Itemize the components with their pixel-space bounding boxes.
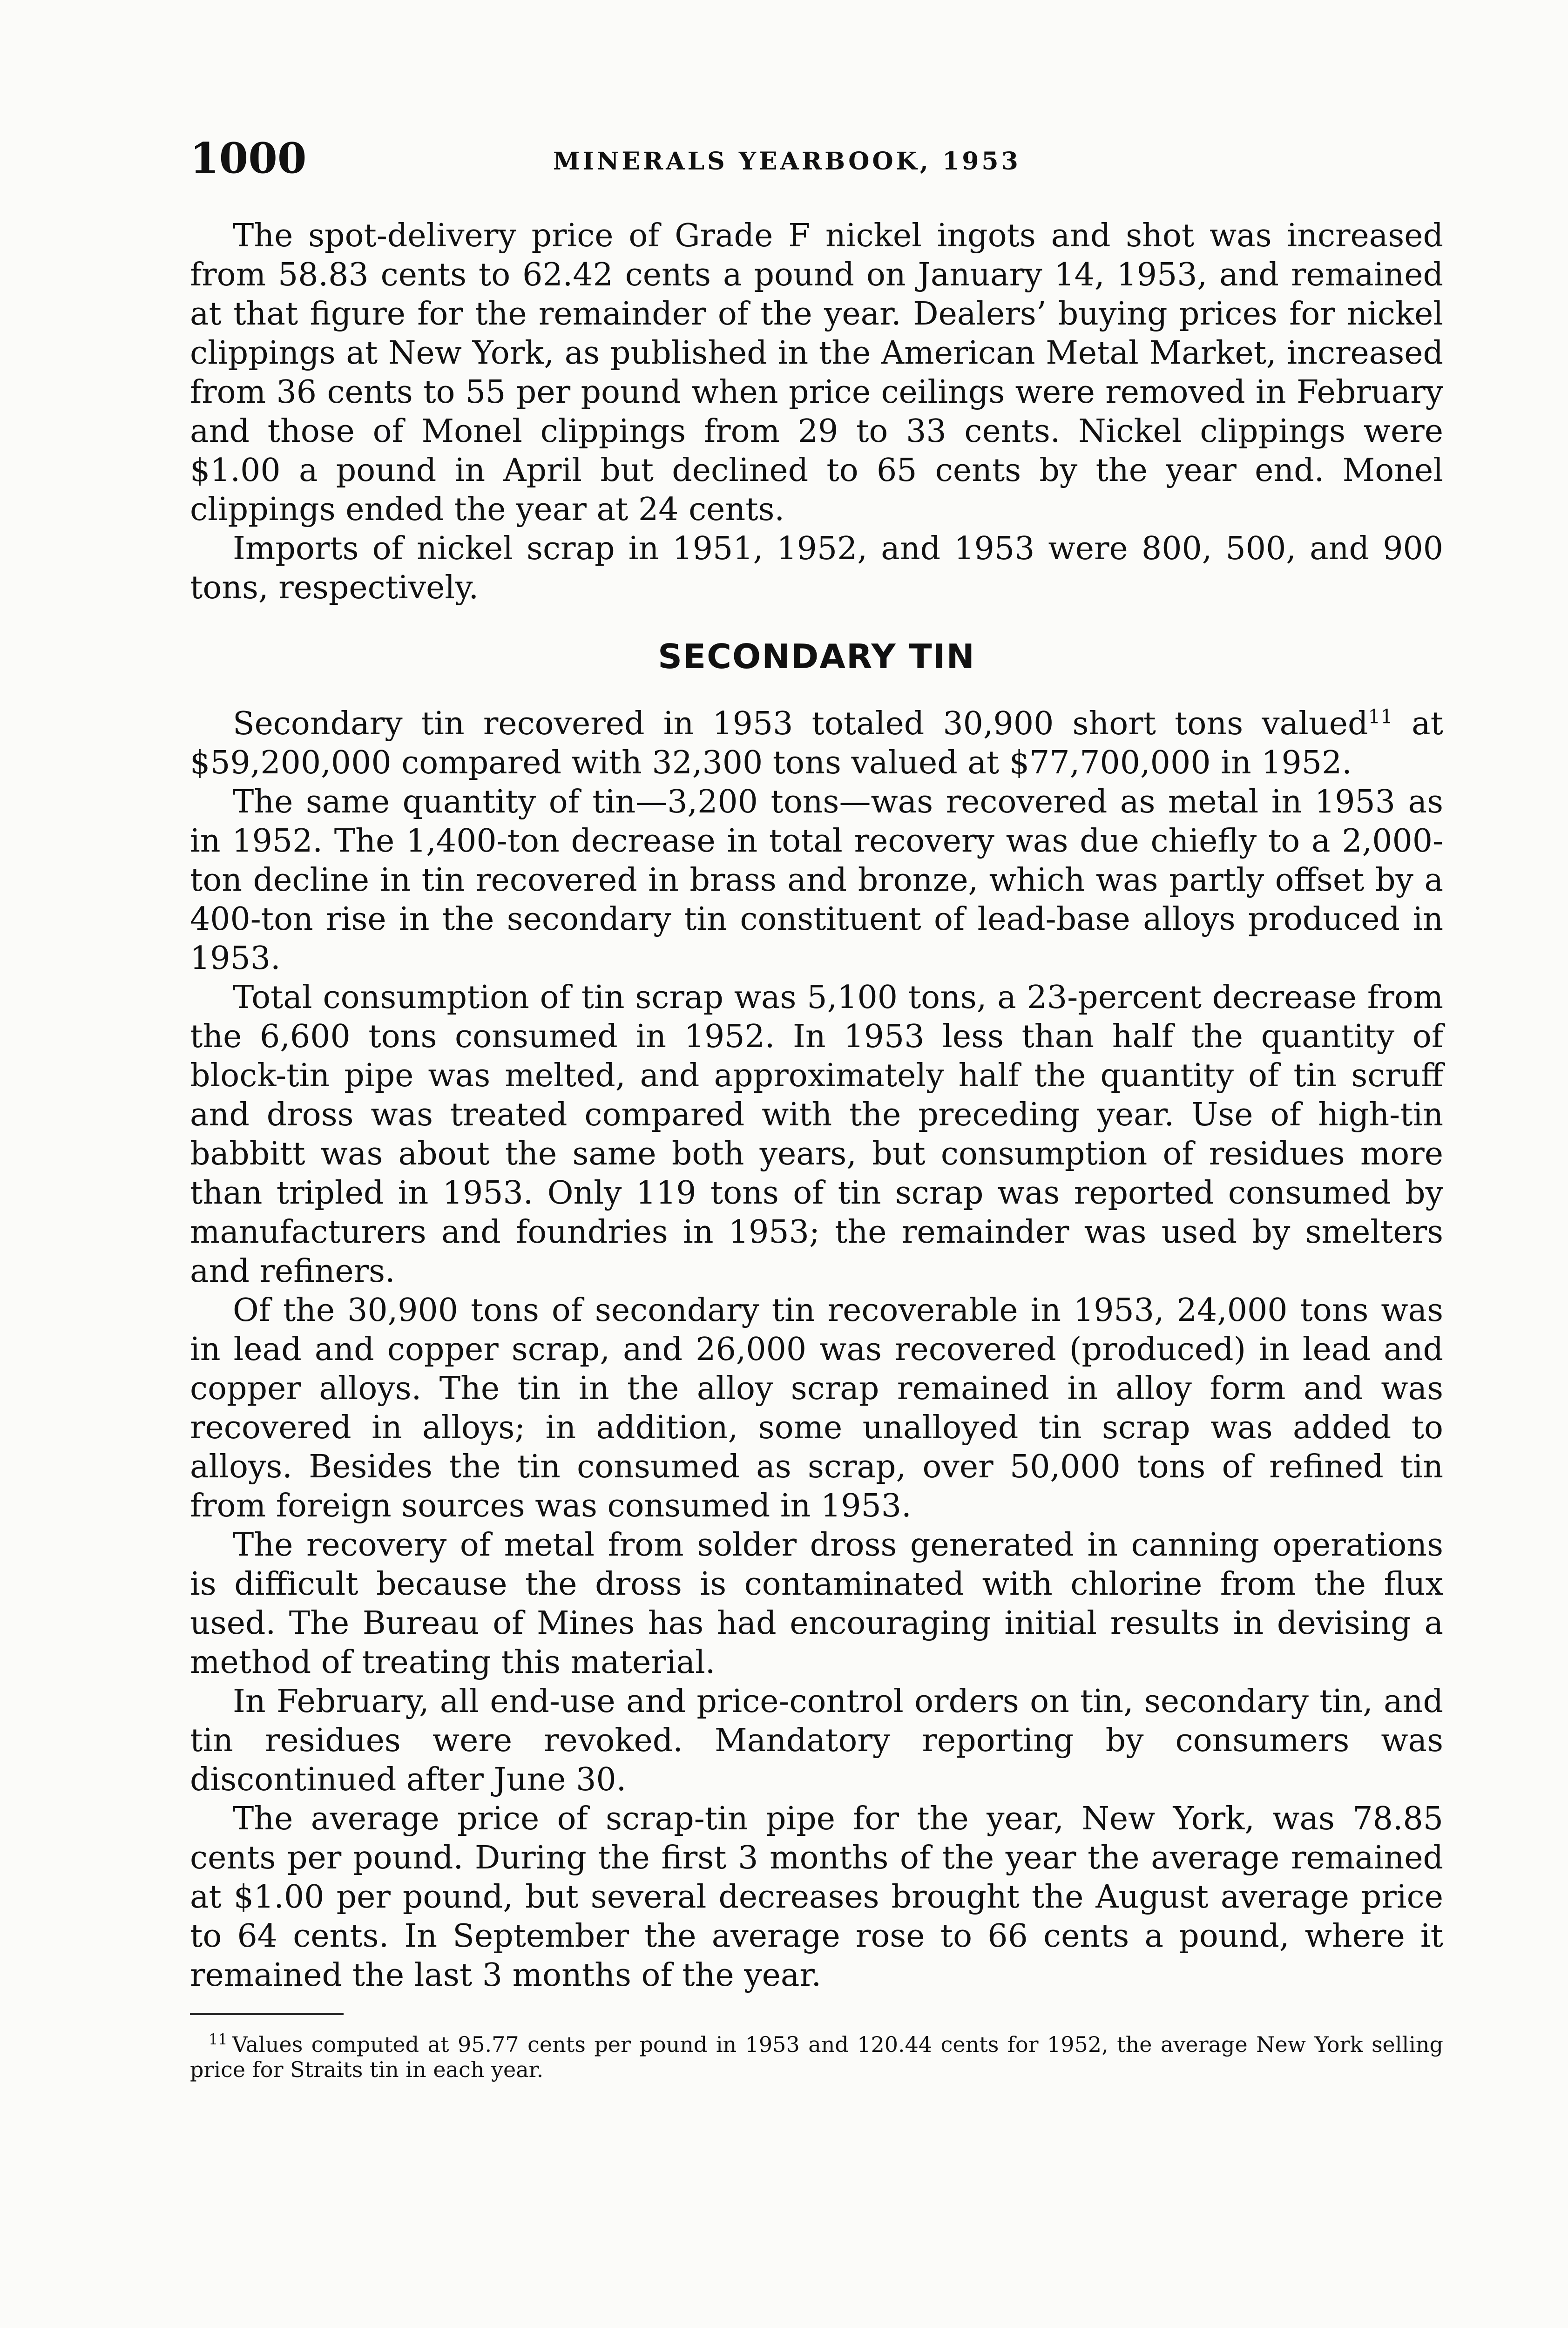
paragraph-secondary-tin-recovered	[190, 704, 1443, 783]
paragraph-tin-as-metal: The same quantity of tin—3,200 tons—was recovered as metal in 1953 as in 1952. The 1,400-ton decrease in total recovery was due chiefly to a 2,000-ton decline in tin recovered in brass and bronze, which was partly offset by a 400-ton rise in the secondary tin constituent of lead-base alloys produced in 1953.	[190, 784, 1443, 977]
section-heading-secondary-tin: SECONDARY TIN	[658, 637, 975, 676]
footnote-reference: 11	[1368, 705, 1393, 728]
footnote-text: Values computed at 95.77 cents per pound in 1953 and 120.44 cents for 1952, the average New York selling price for Straits tin in each year.	[190, 2032, 1443, 2082]
paragraph-tin-recoverable: Of the 30,900 tons of secondary tin recoverable in 1953, 24,000 tons was in lead and copper scrap, and 26,000 was recovered (produced) in lead and copper alloys. The tin in the alloy scrap remained in alloy form and was recovered in alloys; in addition, some unalloyed tin scrap was added to alloys. Besides the tin consumed as scrap, over 50,000 tons of refined tin from foreign sources was consumed in 1953.	[190, 1292, 1443, 1524]
paragraph-scrap-tin-price: The average price of scrap-tin pipe for the year, New York, was 78.85 cents per pound. During the first 3 months of the year the average remained at $1.00 per pound, but several decreases brought the August average price to 64 cents. In September the average rose to 66 cents a pound, where it remained the last 3 months of the year.	[190, 1800, 1443, 1994]
running-head: MINERALS YEARBOOK, 1953	[553, 147, 1021, 176]
paragraph-tin-scrap-consumption: Total consumption of tin scrap was 5,100 tons, a 23-percent decrease from the 6,600 tons consumed in 1952. In 1953 less than half the quantity of block-tin pipe was melted, and approximately half the quantity of tin scruff and dross was treated compared with the preceding year. Use of high-tin babbitt was about the same both years, but consumption of residues more than tripled in 1953. Only 119 tons of tin scrap was reported consumed by manufacturers and foundries in 1953; the remainder was used by smelters and refiners.	[190, 979, 1443, 1290]
page-header	[190, 135, 1443, 186]
paragraph-text-part1: Secondary tin recovered in 1953 totaled 30,900 short tons valued	[233, 705, 1368, 742]
body-text	[190, 217, 1443, 2082]
footnote-divider	[190, 2013, 344, 2015]
paragraph-orders-revoked: In February, all end-use and price-control orders on tin, secondary tin, and tin residues were revoked. Mandatory reporting by consumers was discontinued after June 30.	[190, 1683, 1443, 1798]
paragraph-nickel-imports: Imports of nickel scrap in 1951, 1952, and 1953 were 800, 500, and 900 tons, respectively.	[190, 530, 1443, 606]
paragraph-text-part2: at $59,200,000 compared with 32,300 tons valued at $77,700,000 in 1952.	[190, 705, 1444, 781]
paragraph-nickel-prices: The spot-delivery price of Grade F nickel ingots and shot was increased from 58.83 cents to 62.42 cents a pound on January 14, 1953, and remained at that figure for the remainder of the year. Dealers’ buying prices for nickel clippings at New York, as published in the American Metal Market, increased from 36 cents to 55 per pound when price ceilings were removed in February and those of Monel clippings from 29 to 33 cents. Nickel clippings were $1.00 a pound in April but declined to 65 cents by the year end. Monel clippings ended the year at 24 cents.	[190, 217, 1443, 528]
footnote	[190, 2032, 1443, 2082]
paragraph-solder-dross: The recovery of metal from solder dross generated in canning operations is difficult because the dross is contaminated with chlorine from the flux used. The Bureau of Mines has had encouraging initial results in devising a method of treating this material.	[190, 1527, 1443, 1681]
page-number: 1000	[190, 134, 307, 183]
footnote-number: 11	[209, 2030, 228, 2048]
